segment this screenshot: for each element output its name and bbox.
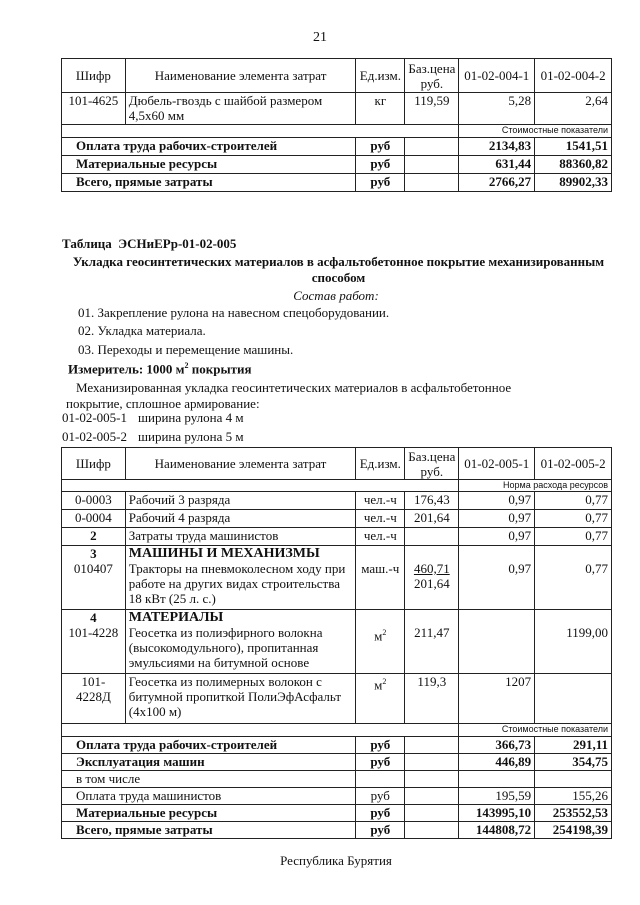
table-01-02-004	[61, 58, 612, 192]
row-v2: 2,64	[535, 93, 612, 125]
header-base-price: Баз.цена руб.	[405, 59, 459, 93]
total-v2: 254198,39	[535, 822, 612, 839]
total-v1: 143995,10	[459, 805, 535, 822]
table-01-02-005	[61, 447, 612, 839]
header-code: Шифр	[62, 448, 126, 480]
row-code: 101-4228	[68, 625, 119, 640]
row-name: Затраты труда машинистов	[125, 528, 356, 546]
total-name: Оплата труда машинистов	[62, 788, 356, 805]
total-v1: 2134,83	[459, 138, 535, 156]
total-unit: руб	[356, 805, 405, 822]
row-unit: кг	[356, 93, 405, 125]
work-step: 01. Закрепление рулона на навесном спецоборудовании.	[78, 305, 390, 320]
meter	[68, 361, 252, 377]
total-v2: 354,75	[535, 754, 612, 771]
table-row	[62, 737, 612, 754]
row-price: 176,43	[405, 492, 459, 510]
header-col2: 01-02-005-2	[535, 448, 612, 480]
total-v1: 631,44	[459, 156, 535, 174]
total-v2: 88360,82	[535, 156, 612, 174]
row-v1: 1207	[459, 674, 535, 724]
table-row	[62, 754, 612, 771]
row-name: Рабочий 4 разряда	[125, 510, 356, 528]
total-v2: 155,26	[535, 788, 612, 805]
section-name: МАТЕРИАЛЫ	[128, 610, 224, 625]
meter-suffix: покрытия	[188, 361, 252, 377]
page-number: 21	[313, 30, 327, 45]
row-name: Дюбель-гвоздь с шайбой размером 4,5х60 мм	[125, 93, 356, 125]
section-heading: Укладка геосинтетических материалов в асфальтобетонное покрытие механизированным способом	[72, 254, 605, 285]
total-unit: руб	[356, 822, 405, 839]
row-unit: м	[374, 677, 383, 693]
header-name: Наименование элемента затрат	[125, 448, 356, 480]
total-name: Всего, прямые затраты	[62, 174, 356, 192]
variant-code: 01-02-005-1	[62, 410, 127, 425]
total-v1: 144808,72	[459, 822, 535, 839]
row-price-alt: 201,64	[413, 576, 450, 591]
page-footer: Республика Бурятия	[280, 853, 392, 868]
meter-label: Измеритель: 1000 м	[68, 361, 185, 377]
variant-text: ширина рулона 4 м	[138, 410, 244, 425]
total-name: Материальные ресурсы	[62, 805, 356, 822]
row-price: 460,71	[413, 561, 450, 576]
row-v1: 5,28	[459, 93, 535, 125]
row-price: 211,47	[414, 625, 450, 640]
row-code: 101-4228Д	[62, 674, 126, 724]
row-name: Геосетка из полимерных волокон с битумной пропиткой ПолиЭфАсфальт (4х100 м)	[125, 674, 356, 724]
header-unit: Ед.изм.	[356, 448, 405, 480]
section-code: 3	[90, 546, 97, 561]
variant-text: ширина рулона 5 м	[138, 429, 244, 444]
row-code: 2	[62, 528, 126, 546]
row-unit: чел.-ч	[356, 528, 405, 546]
table-row	[62, 174, 612, 192]
total-name: Оплата труда рабочих-строителей	[62, 138, 356, 156]
row-v2: 0,77	[535, 510, 612, 528]
section-name: МАШИНЫ И МЕХАНИЗМЫ	[128, 546, 320, 561]
row-v2: 0,77	[535, 492, 612, 510]
row-unit: чел.-ч	[356, 510, 405, 528]
row-code: 010407	[73, 561, 113, 576]
total-name: в том числе	[62, 771, 356, 788]
work-step: 02. Укладка материала.	[78, 323, 206, 338]
row-code: 101-4625	[62, 93, 126, 125]
table-row	[62, 546, 612, 610]
header-col1: 01-02-004-1	[459, 59, 535, 93]
table-row	[62, 788, 612, 805]
total-v1: 195,59	[459, 788, 535, 805]
variant-code: 01-02-005-2	[62, 429, 127, 444]
total-v2: 291,11	[535, 737, 612, 754]
total-unit: руб	[356, 138, 405, 156]
table-row	[62, 528, 612, 546]
table-row	[62, 771, 612, 788]
table-row	[62, 93, 612, 125]
meter-sup: 2	[184, 361, 189, 370]
table-row	[62, 510, 612, 528]
total-v1: 366,73	[459, 737, 535, 754]
row-unit-sup: 2	[382, 677, 387, 686]
header-unit: Ед.изм.	[356, 59, 405, 93]
row-name: Тракторы на пневмоколесном ходу при работе на других видах строительства 18 кВт (25 л. с.)	[128, 561, 346, 606]
header-name: Наименование элемента затрат	[125, 59, 356, 93]
total-name: Всего, прямые затраты	[62, 822, 356, 839]
cost-indicators-header: Стоимостные показатели	[459, 724, 612, 737]
row-unit: маш.-ч	[361, 561, 400, 576]
total-v2: 253552,53	[535, 805, 612, 822]
total-name: Материальные ресурсы	[62, 156, 356, 174]
cost-indicators-header: Стоимостные показатели	[459, 125, 612, 138]
norm-header: Норма расхода ресурсов	[459, 480, 612, 492]
header-col2: 01-02-004-2	[535, 59, 612, 93]
row-v1: 0,97	[459, 510, 535, 528]
total-unit: руб	[356, 737, 405, 754]
row-unit: м	[374, 628, 383, 644]
total-name: Оплата труда рабочих-строителей	[62, 737, 356, 754]
row-v1: 0,97	[459, 492, 535, 510]
row-name: Геосетка из полиэфирного волокна (высокомодульного), пропитанная эмульсиями на битумной основе	[128, 625, 323, 670]
row-unit-sup: 2	[382, 628, 387, 637]
section-code: 4	[90, 610, 97, 625]
work-step: 03. Переходы и перемещение машины.	[78, 342, 294, 357]
composition-title: Состав работ:	[293, 288, 379, 303]
table-row	[62, 156, 612, 174]
total-v2: 1541,51	[535, 138, 612, 156]
total-v1: 446,89	[459, 754, 535, 771]
row-v2: 1199,00	[566, 625, 608, 640]
table-row	[62, 822, 612, 839]
table-row	[62, 492, 612, 510]
total-v1: 2766,27	[459, 174, 535, 192]
header-base-price: Баз.цена руб.	[405, 448, 459, 480]
table-row	[62, 138, 612, 156]
total-unit: руб	[356, 156, 405, 174]
total-v2: 89902,33	[535, 174, 612, 192]
total-unit: руб	[356, 174, 405, 192]
row-code: 0-0004	[62, 510, 126, 528]
total-unit: руб	[356, 754, 405, 771]
row-v2: 0,77	[585, 561, 608, 576]
row-price: 119,3	[405, 674, 459, 724]
total-unit: руб	[356, 788, 405, 805]
table-row	[62, 610, 612, 674]
table-row	[62, 805, 612, 822]
row-unit: чел.-ч	[356, 492, 405, 510]
row-name: Рабочий 3 разряда	[125, 492, 356, 510]
header-col1: 01-02-005-1	[459, 448, 535, 480]
row-v1: 0,97	[508, 561, 532, 576]
total-name: Эксплуатация машин	[62, 754, 356, 771]
table-title: Таблица ЭСНиЕРр-01-02-005	[62, 236, 237, 251]
row-code: 0-0003	[62, 492, 126, 510]
table-row	[62, 674, 612, 724]
row-price: 119,59	[405, 93, 459, 125]
row-v1: 0,97	[459, 528, 535, 546]
header-code: Шифр	[62, 59, 126, 93]
row-price: 201,64	[405, 510, 459, 528]
row-v2: 0,77	[535, 528, 612, 546]
description: Механизированная укладка геосинтетических материалов в асфальтобетонное покрытие, сплошное армирование:	[66, 380, 512, 411]
